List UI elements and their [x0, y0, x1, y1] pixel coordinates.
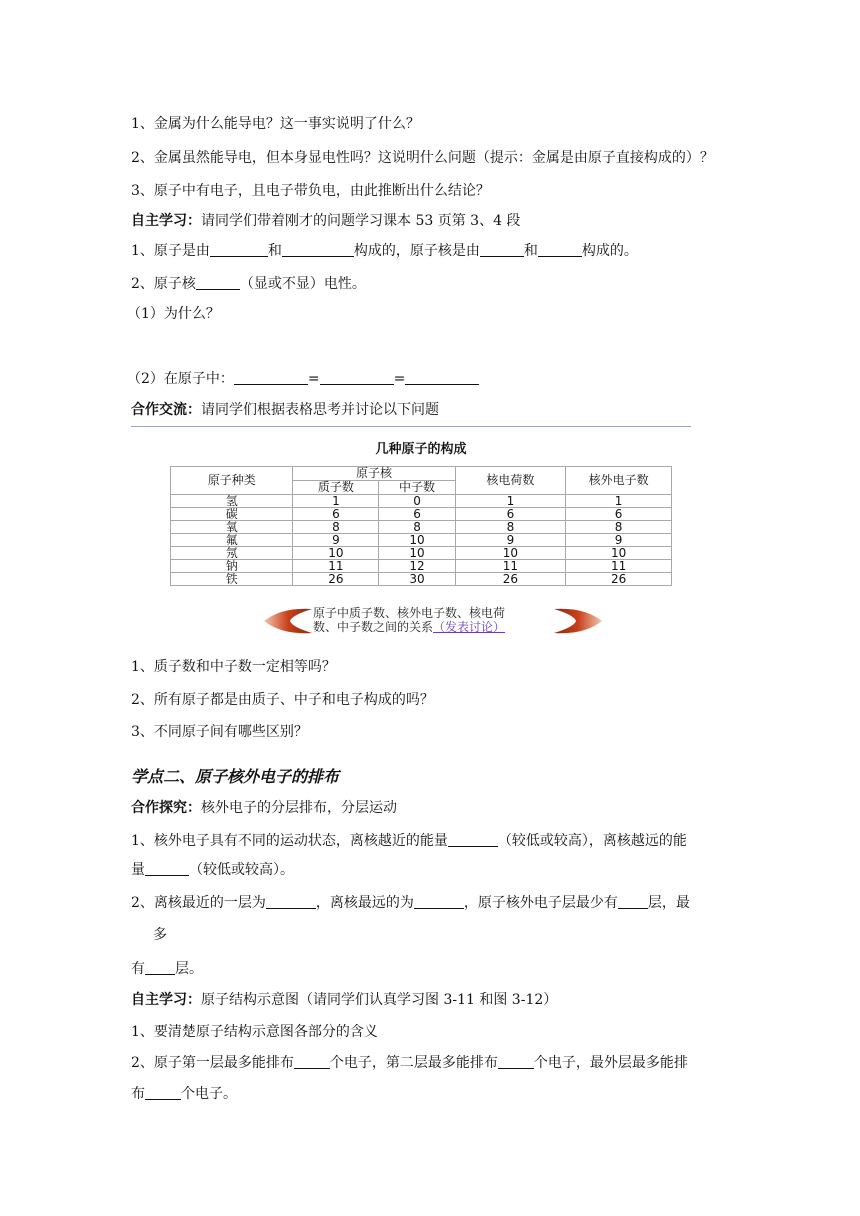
divider: [131, 426, 691, 427]
text: （较低或较高）。: [189, 862, 294, 878]
blank: [145, 1085, 181, 1100]
text: 和: [267, 243, 282, 259]
explore-text: 核外电子的分层排布，分层运动: [201, 800, 397, 816]
table-row: [171, 560, 672, 573]
cell-neutrons: 30: [379, 573, 455, 586]
blank: [448, 832, 498, 847]
header-charge: 核电荷数: [455, 467, 566, 495]
cell-electrons: 26: [566, 573, 672, 586]
text: 个电子，第二层最多能排布: [329, 1055, 498, 1071]
cell-charge: 9: [455, 534, 566, 547]
banner-line-2: 数、中子数之间的关系: [313, 620, 434, 634]
blank: [294, 1054, 330, 1069]
blank: [480, 242, 524, 257]
cell-name: 氧: [171, 521, 293, 534]
header-protons: 质子数: [293, 481, 379, 495]
question-1: 1、金属为什么能导电？这一事实说明了什么？: [131, 116, 420, 132]
blank: [145, 861, 189, 876]
cell-protons: 26: [293, 573, 379, 586]
header-neutrons: 中子数: [379, 481, 455, 495]
self-study-2-item-2-cont: [131, 1084, 237, 1104]
blank: [196, 275, 240, 290]
cell-name: 氟: [171, 534, 293, 547]
self-study-line: [131, 211, 520, 231]
text: 构成的。: [581, 243, 638, 259]
cell-protons: 10: [293, 547, 379, 560]
cell-charge: 1: [455, 495, 566, 508]
discussion-link[interactable]: （发表讨论）: [433, 620, 506, 634]
self-study-2-item-1: 1、要清楚原子结构示意图各部分的含义: [131, 1024, 378, 1040]
right-arrow-icon: [554, 609, 602, 634]
cell-charge: 6: [455, 508, 566, 521]
text: 布: [131, 1086, 145, 1102]
text: （显或不显）电性。: [239, 276, 366, 292]
cell-protons: 11: [293, 560, 379, 573]
table-row: [171, 573, 672, 586]
cell-electrons: 6: [566, 508, 672, 521]
cooperation-label: 合作交流：: [131, 402, 201, 418]
cell-protons: 6: [293, 508, 379, 521]
text: 2、原子第一层最多能排布: [131, 1055, 294, 1071]
text: 量: [131, 862, 145, 878]
cell-name: 碳: [171, 508, 293, 521]
text: 个电子，最外层最多能排: [533, 1055, 688, 1071]
explore-item-1: [131, 831, 687, 851]
blank: [234, 370, 308, 385]
cell-name: 铁: [171, 573, 293, 586]
blank: [320, 370, 394, 385]
cell-electrons: 8: [566, 521, 672, 534]
explore-item-2-cont: [131, 959, 203, 979]
sub-question-2: [127, 369, 479, 389]
table-row: [171, 508, 672, 521]
table-row: [171, 534, 672, 547]
discussion-q2: 2、所有原子都是由质子、中子和电子构成的吗？: [131, 692, 434, 708]
blank: [414, 894, 464, 909]
explore-label: 合作探究：: [131, 800, 201, 816]
table-row: [171, 547, 672, 560]
cell-name: 氖: [171, 547, 293, 560]
text: 2、离核最近的一层为: [131, 895, 266, 911]
text: （较低或较高），离核越远的能: [497, 833, 687, 849]
self-study-text: 请同学们带着刚才的问题学习课本 53 页第 3、4 段: [201, 213, 521, 229]
cooperation-line: [131, 400, 439, 420]
text: 2、原子核: [131, 276, 196, 292]
left-arrow-icon: [264, 609, 312, 634]
cell-charge: 26: [455, 573, 566, 586]
text: 个电子。: [181, 1086, 237, 1102]
text: 层，最: [647, 895, 690, 911]
fill-item-1: [131, 241, 638, 261]
explore-line: [131, 798, 397, 818]
cell-neutrons: 12: [379, 560, 455, 573]
sub-question-1: （1）为什么？: [127, 306, 220, 322]
blank: [538, 242, 582, 257]
text: 1、核外电子具有不同的运动状态，离核越近的能量: [131, 833, 448, 849]
table-row: [171, 521, 672, 534]
cell-electrons: 9: [566, 534, 672, 547]
text: 层。: [175, 961, 203, 977]
text: =: [307, 371, 320, 387]
section-2-heading: 学点二、原子核外电子的排布: [131, 767, 340, 786]
text: 有: [131, 961, 145, 977]
cell-neutrons: 10: [379, 534, 455, 547]
cell-charge: 11: [455, 560, 566, 573]
text: 1、原子是由: [131, 243, 210, 259]
cooperation-text: 请同学们根据表格思考并讨论以下问题: [201, 402, 439, 418]
blank: [282, 242, 354, 257]
banner-text: [313, 606, 505, 634]
self-study-2-item-2: [131, 1053, 688, 1073]
header-kind: 原子种类: [171, 467, 293, 495]
self-study-2-label: 自主学习：: [131, 992, 201, 1008]
text: ，离核最远的为: [315, 895, 414, 911]
header-electrons: 核外电子数: [566, 467, 672, 495]
table-row: [171, 495, 672, 508]
blank: [405, 370, 479, 385]
discussion-q1: 1、质子数和中子数一定相等吗？: [131, 659, 336, 675]
cell-name: 钠: [171, 560, 293, 573]
discussion-q3: 3、不同原子间有哪些区别？: [131, 724, 308, 740]
banner-line-1: 原子中质子数、核外电子数、核电荷: [313, 606, 506, 620]
question-2: 2、金属虽然能导电，但本身显电性吗？这说明什么问题（提示：金属是由原子直接构成的）？: [131, 150, 714, 166]
self-study-2-line: [131, 990, 557, 1010]
header-nucleus: 原子核: [293, 467, 455, 481]
cell-protons: 9: [293, 534, 379, 547]
cell-neutrons: 10: [379, 547, 455, 560]
blank: [210, 242, 268, 257]
cell-neutrons: 6: [379, 508, 455, 521]
cell-neutrons: 0: [379, 495, 455, 508]
blank: [145, 960, 175, 975]
text: 构成的，原子核是由: [353, 243, 480, 259]
cell-protons: 8: [293, 521, 379, 534]
text: =: [393, 371, 406, 387]
atom-composition-table: [170, 466, 672, 586]
text: （2）在原子中：: [127, 371, 234, 387]
blank: [498, 1054, 534, 1069]
cell-electrons: 11: [566, 560, 672, 573]
blank: [266, 894, 316, 909]
self-study-2-text: 原子结构示意图（请同学们认真学习图 3-11 和图 3-12）: [201, 992, 558, 1008]
self-study-label: 自主学习：: [131, 213, 201, 229]
cell-charge: 8: [455, 521, 566, 534]
cell-name: 氢: [171, 495, 293, 508]
cell-electrons: 1: [566, 495, 672, 508]
explore-item-2: [131, 893, 690, 913]
cell-charge: 10: [455, 547, 566, 560]
table-title: 几种原子的构成: [375, 442, 467, 457]
explore-item-1-cont: [131, 860, 294, 880]
blank: [618, 894, 648, 909]
explore-item-2-wrap: 多: [153, 927, 167, 943]
question-3: 3、原子中有电子，且电子带负电，由此推断出什么结论？: [131, 183, 490, 199]
text: 和: [523, 243, 538, 259]
fill-item-2: [131, 274, 366, 294]
text: ，原子核外电子层最少有: [463, 895, 618, 911]
cell-protons: 1: [293, 495, 379, 508]
cell-electrons: 10: [566, 547, 672, 560]
cell-neutrons: 8: [379, 521, 455, 534]
